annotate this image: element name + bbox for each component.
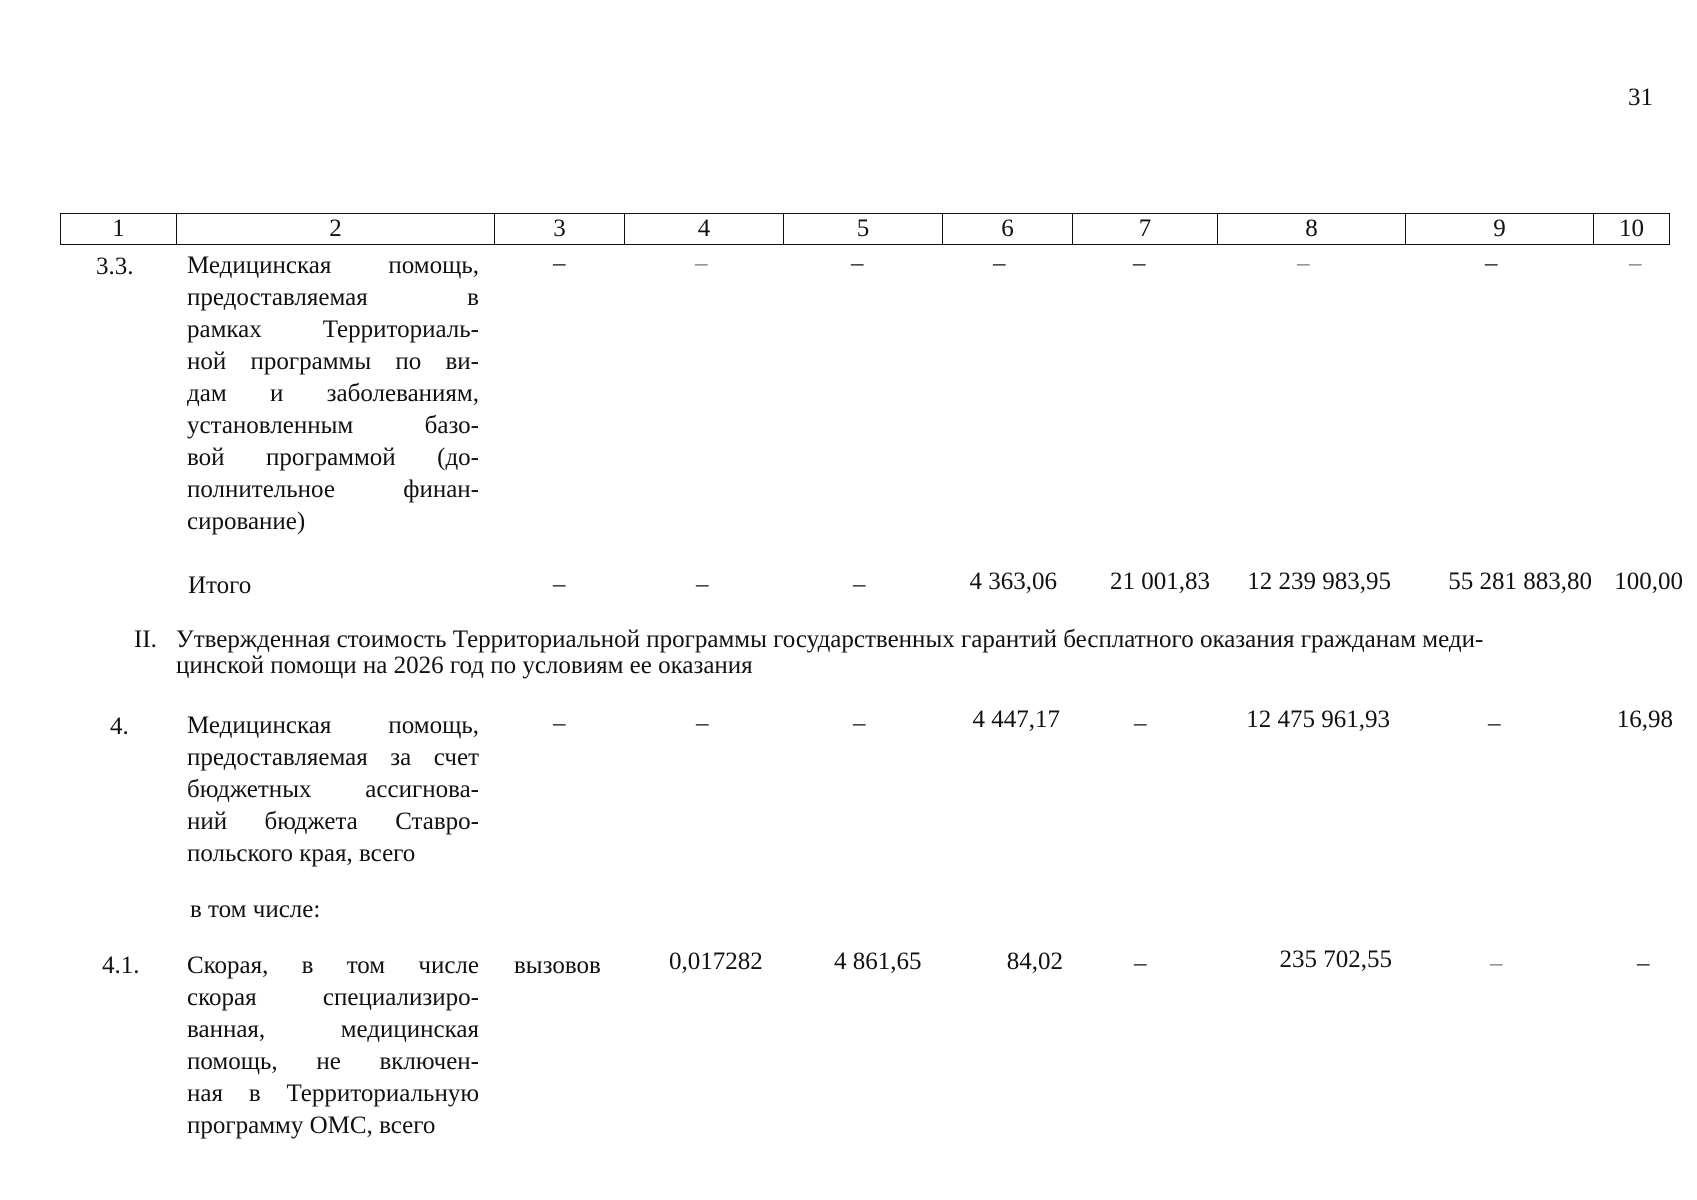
column-number: 9: [1406, 214, 1594, 245]
section-number: II.: [134, 626, 157, 653]
row-4-1-col4: 0,017282: [669, 948, 763, 975]
column-number: 7: [1073, 214, 1218, 245]
total-label: Итого: [188, 572, 252, 599]
row-4-col5: –: [853, 710, 866, 737]
row-number-3-3: 3.3.: [96, 253, 134, 280]
row-number-4: 4.: [110, 713, 129, 740]
description-line: программу ОМС, всего: [187, 1112, 436, 1139]
column-number: 8: [1218, 214, 1406, 245]
description-line: ная в Территориальную: [187, 1080, 479, 1107]
description-line: предоставляемая за счет: [187, 744, 479, 771]
column-number: 4: [625, 214, 784, 245]
row-3-3-description: [187, 250, 479, 538]
total-col8: 12 239 983,95: [1247, 568, 1391, 595]
description-line: рамках Территориаль-: [187, 316, 479, 343]
row-4-col9: –: [1488, 710, 1501, 737]
row-4-description: [187, 710, 479, 870]
total-col3: –: [553, 571, 566, 598]
description-line: ванная, медицинская: [187, 1016, 479, 1043]
description-line: ний бюджета Ставро-: [187, 808, 479, 835]
row-4-col6: 4 447,17: [972, 706, 1060, 733]
description-line: дам и заболеваниям,: [187, 380, 479, 407]
total-col6: 4 363,06: [969, 568, 1057, 595]
description-line: Медицинская помощь,: [187, 712, 479, 739]
row-4-col4: –: [696, 710, 709, 737]
row-3-3-col4: –: [695, 250, 708, 277]
row-3-3-col7: –: [1133, 250, 1146, 277]
row-4-1-col3: вызовов: [514, 952, 601, 979]
description-line: Скорая, в том числе: [187, 952, 479, 979]
description-line: польского края, всего: [187, 840, 416, 867]
row-4-col10: 16,98: [1616, 706, 1673, 733]
including-label: в том числе:: [190, 896, 321, 923]
total-col5: –: [853, 571, 866, 598]
row-4-1-col9: –: [1490, 950, 1503, 977]
section-2-title: [134, 627, 1679, 679]
row-4-1-col6: 84,02: [1006, 948, 1063, 975]
description-line: установленным базо-: [187, 412, 479, 439]
column-number: 6: [943, 214, 1073, 245]
row-4-1-col7: –: [1134, 950, 1147, 977]
column-number: 1: [61, 214, 177, 245]
column-number: 3: [495, 214, 625, 245]
row-4-1-col5: 4 861,65: [834, 948, 922, 975]
description-line: полнительное финан-: [187, 476, 479, 503]
row-4-col7: –: [1134, 710, 1147, 737]
description-line: бюджетных ассигнова-: [187, 776, 479, 803]
description-line: вой программой (до-: [187, 444, 479, 471]
row-3-3-col5: –: [851, 250, 864, 277]
total-col10: 100,00: [1614, 568, 1683, 595]
section-title-line-2: цинской помощи на 2026 год по условиям ее оказания: [176, 652, 753, 679]
row-4-1-col10: –: [1637, 950, 1650, 977]
row-3-3-col10: –: [1629, 250, 1642, 277]
description-line: сирование): [187, 508, 306, 535]
row-3-3-col6: –: [993, 250, 1006, 277]
column-number: 10: [1594, 214, 1670, 245]
total-col4: –: [696, 571, 709, 598]
column-number: 5: [784, 214, 943, 245]
row-4-1-col8: 235 702,55: [1279, 946, 1392, 973]
page-number: 31: [1628, 84, 1653, 111]
description-line: ной программы по ви-: [187, 348, 479, 375]
column-number-header: [60, 213, 1670, 245]
description-line: предоставляемая в: [187, 284, 479, 311]
section-title-line-1: Утвержденная стоимость Территориальной программы государственных гарантий бесплатного оказания гражданам меди-: [176, 626, 1484, 653]
row-4-1-description: [187, 950, 479, 1142]
row-3-3-col8: –: [1297, 250, 1310, 277]
total-col9: 55 281 883,80: [1448, 568, 1592, 595]
row-3-3-col9: –: [1485, 250, 1498, 277]
row-4-col3: –: [553, 710, 566, 737]
column-number: 2: [177, 214, 495, 245]
description-line: помощь, не включен-: [187, 1048, 479, 1075]
row-4-col8: 12 475 961,93: [1246, 706, 1390, 733]
row-number-4-1: 4.1.: [102, 952, 140, 979]
row-3-3-col3: –: [553, 250, 566, 277]
total-col7: 21 001,83: [1110, 568, 1210, 595]
description-line: Медицинская помощь,: [187, 252, 479, 279]
description-line: скорая специализиро-: [187, 984, 479, 1011]
